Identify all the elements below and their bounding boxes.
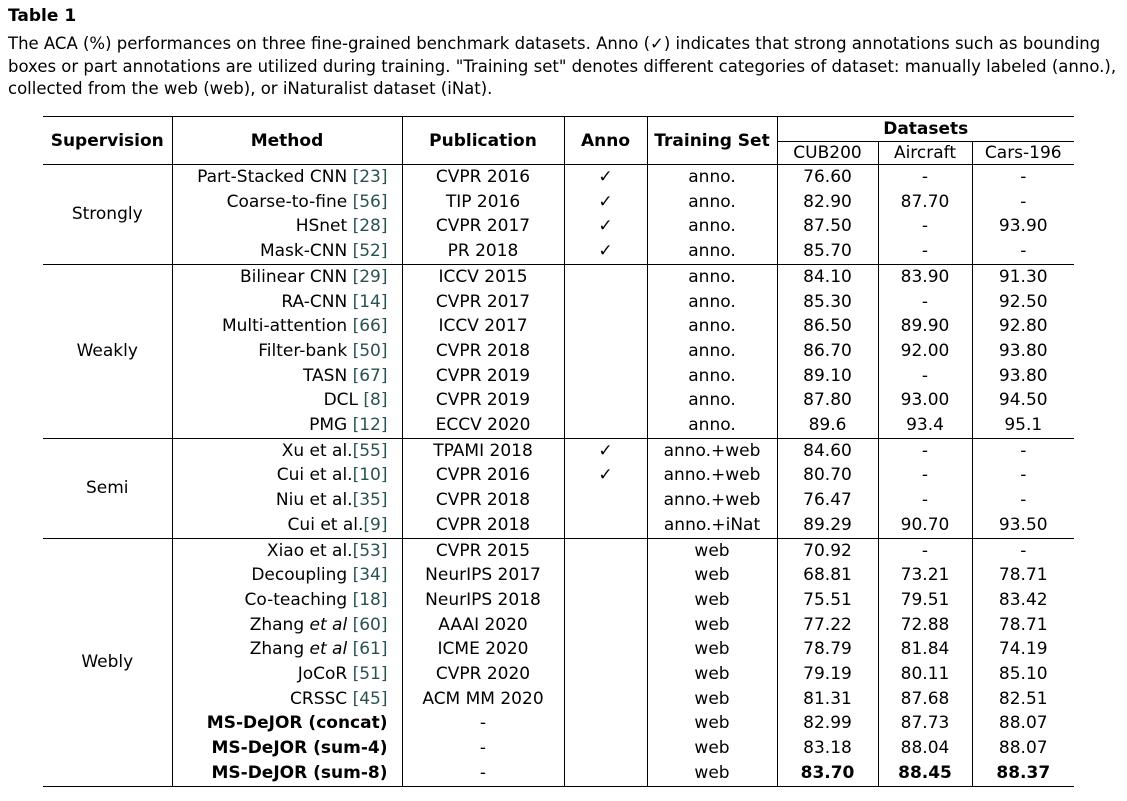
method-name: MS-DeJOR (concat) — [206, 713, 388, 734]
citation-ref: [52] — [352, 241, 388, 262]
anno-check-cell — [564, 314, 647, 339]
supervision-cell: Strongly — [43, 165, 172, 265]
table-row — [43, 662, 1074, 687]
training-set-cell: web — [647, 687, 777, 712]
table-body — [43, 165, 1074, 787]
method-cell — [172, 761, 402, 786]
method-name: Niu et al. — [275, 490, 353, 511]
anno-check-cell — [564, 538, 647, 563]
anno-check-cell — [564, 588, 647, 613]
method-name: PMG — [309, 415, 353, 436]
method-name: HSnet — [295, 216, 353, 237]
publication-cell: ECCV 2020 — [402, 413, 564, 438]
training-set-cell: web — [647, 637, 777, 662]
aircraft-value: 93.4 — [878, 413, 972, 438]
training-set-cell: web — [647, 662, 777, 687]
cars196-value: 93.80 — [998, 340, 1048, 361]
training-set-cell: web — [647, 736, 777, 761]
cub200-value: 76.60 — [777, 165, 878, 190]
publication-cell: CVPR 2016 — [402, 165, 564, 190]
method-et-al: et al — [309, 614, 348, 635]
anno-check-cell — [564, 413, 647, 438]
method-cell — [172, 513, 402, 538]
method-cell — [172, 214, 402, 239]
citation-ref: [66] — [352, 316, 388, 337]
method-name: Part-Stacked CNN — [197, 167, 353, 187]
training-set-cell: anno.+web — [647, 488, 777, 513]
aircraft-value: 81.84 — [878, 637, 972, 662]
method-cell — [172, 637, 402, 662]
citation-ref: [12] — [352, 415, 388, 436]
training-set-cell: web — [647, 588, 777, 613]
training-set-cell: web — [647, 538, 777, 563]
cars196-value: - — [1020, 465, 1027, 486]
method-cell — [172, 438, 402, 463]
cars196-value: - — [972, 165, 1074, 190]
aircraft-value: - — [878, 438, 972, 463]
cars196-value: 92.80 — [998, 316, 1048, 337]
publication-cell: CVPR 2018 — [402, 488, 564, 513]
training-set-cell: anno. — [647, 364, 777, 389]
aircraft-value: 87.73 — [878, 711, 972, 736]
method-cell — [172, 364, 402, 389]
aircraft-value: 89.90 — [878, 314, 972, 339]
method-cell — [172, 413, 402, 438]
citation-ref: [51] — [352, 664, 388, 685]
anno-check-cell: ✓ — [564, 190, 647, 215]
aircraft-value: 73.21 — [878, 563, 972, 588]
cars196-value: 85.10 — [998, 664, 1048, 685]
publication-cell: TPAMI 2018 — [402, 438, 564, 463]
anno-check-cell — [564, 264, 647, 289]
training-set-cell: anno.+web — [647, 438, 777, 463]
anno-check-cell — [564, 662, 647, 687]
cub200-value: 85.30 — [777, 290, 878, 315]
publication-cell: AAAI 2020 — [402, 613, 564, 638]
method-name: RA-CNN — [281, 291, 353, 312]
cub200-value: 83.18 — [777, 736, 878, 761]
method-name: Xu et al. — [281, 440, 353, 461]
anno-check-cell — [564, 364, 647, 389]
table-row — [43, 165, 1074, 190]
method-name: Zhang — [249, 614, 310, 635]
header-publication: Publication — [402, 117, 564, 165]
citation-ref: [29] — [352, 266, 388, 287]
cub200-value: 89.10 — [777, 364, 878, 389]
cars196-value: 74.19 — [998, 639, 1048, 660]
table-caption-text: The ACA (%) performances on three fine-grained benchmark datasets. Anno (✓) indicates that strong annotations such as bounding boxes or part annotations are utilized during training. "Training set" denotes different categories of dataset: manually labeled (anno.), collected from the web (web), or iNaturalist dataset (iNat). — [8, 34, 1117, 98]
method-name: Cui et al. — [287, 514, 364, 535]
cars196-value: 92.50 — [998, 291, 1048, 312]
method-cell — [172, 588, 402, 613]
aircraft-value: 92.00 — [878, 339, 972, 364]
method-et-al: et al — [309, 639, 348, 660]
header-method: Method — [172, 117, 402, 165]
anno-check-cell — [564, 388, 647, 413]
aircraft-value: - — [878, 488, 972, 513]
publication-cell: NeurIPS 2017 — [402, 563, 564, 588]
method-name: DCL — [323, 390, 364, 411]
cars196-value: - — [972, 438, 1074, 463]
cars196-value: 93.80 — [998, 365, 1048, 386]
citation-ref: [18] — [352, 589, 388, 610]
cars196-value: 88.07 — [998, 738, 1048, 759]
publication-cell: CVPR 2015 — [402, 538, 564, 563]
training-set-cell: anno. — [647, 290, 777, 315]
table-row — [43, 613, 1074, 638]
header-supervision: Supervision — [43, 117, 172, 165]
cub200-value: 82.99 — [777, 711, 878, 736]
cub200-value: 84.10 — [777, 264, 878, 289]
publication-cell: ICCV 2015 — [402, 264, 564, 289]
training-set-cell: anno. — [647, 190, 777, 215]
method-name: TASN — [302, 365, 353, 386]
aircraft-value: 79.51 — [878, 588, 972, 613]
header-training-set: Training Set — [647, 117, 777, 165]
publication-cell: ICCV 2017 — [402, 314, 564, 339]
training-set-cell: web — [647, 563, 777, 588]
aircraft-value: - — [878, 239, 972, 264]
method-cell — [172, 165, 402, 190]
training-set-cell: web — [647, 761, 777, 786]
table-row — [43, 413, 1074, 438]
method-name: Zhang — [249, 639, 310, 660]
table-caption-title: Table 1 — [8, 6, 77, 26]
method-cell — [172, 190, 402, 215]
citation-ref: [9] — [363, 514, 388, 535]
aircraft-value: 90.70 — [878, 513, 972, 538]
anno-check-cell: ✓ — [564, 239, 647, 264]
method-cell — [172, 662, 402, 687]
cub200-value: 70.92 — [777, 538, 878, 563]
anno-check-cell — [564, 563, 647, 588]
cars196-value: 94.50 — [998, 390, 1048, 411]
method-name: Mask-CNN — [259, 241, 353, 262]
anno-check-cell — [564, 488, 647, 513]
training-set-cell: web — [647, 711, 777, 736]
method-name: Xiao et al. — [266, 540, 353, 561]
cars196-value: 88.37 — [996, 762, 1051, 783]
method-cell — [172, 264, 402, 289]
citation-ref: [35] — [352, 490, 388, 511]
cars196-value: - — [1020, 490, 1027, 511]
training-set-cell: anno. — [647, 388, 777, 413]
method-cell — [172, 463, 402, 488]
anno-check-cell — [564, 637, 647, 662]
aircraft-value: - — [878, 364, 972, 389]
method-cell — [172, 538, 402, 563]
header-aircraft: Aircraft — [878, 142, 972, 165]
table-row — [43, 563, 1074, 588]
cub200-value: 89.6 — [777, 413, 878, 438]
citation-ref: [10] — [352, 465, 388, 486]
anno-check-cell — [564, 736, 647, 761]
method-cell — [172, 239, 402, 264]
cub200-value: 85.70 — [777, 239, 878, 264]
supervision-cell: Weakly — [43, 264, 172, 438]
method-name: Multi-attention — [221, 316, 353, 337]
citation-ref: [45] — [352, 688, 388, 709]
table-row — [43, 736, 1074, 761]
training-set-cell: anno. — [647, 264, 777, 289]
training-set-cell: anno. — [647, 339, 777, 364]
table-row — [43, 190, 1074, 215]
anno-check-cell — [564, 339, 647, 364]
table-row — [43, 438, 1074, 463]
method-name: Decoupling — [251, 565, 353, 586]
header-anno: Anno — [564, 117, 647, 165]
table-row — [43, 214, 1074, 239]
publication-cell: - — [402, 761, 564, 786]
aircraft-value: 83.90 — [878, 264, 972, 289]
cars196-value: 93.90 — [998, 216, 1048, 237]
aircraft-value: 87.70 — [878, 190, 972, 215]
results-table — [43, 116, 1074, 787]
table-row — [43, 538, 1074, 563]
method-cell — [172, 687, 402, 712]
cub200-value: 83.70 — [777, 761, 878, 786]
table-row — [43, 488, 1074, 513]
publication-cell: CVPR 2017 — [402, 290, 564, 315]
training-set-cell: anno. — [647, 239, 777, 264]
publication-cell: CVPR 2018 — [402, 339, 564, 364]
method-cell — [172, 290, 402, 315]
citation-ref: [60] — [352, 614, 388, 635]
cub200-value: 80.70 — [777, 463, 878, 488]
method-name: Cui et al. — [276, 465, 353, 486]
table-row — [43, 761, 1074, 786]
method-cell — [172, 563, 402, 588]
header-cub200: CUB200 — [777, 142, 878, 165]
table-row — [43, 513, 1074, 538]
anno-check-cell — [564, 761, 647, 786]
citation-ref: [23] — [352, 167, 388, 187]
method-name: Coarse-to-fine — [226, 191, 353, 212]
method-cell — [172, 711, 402, 736]
training-set-cell: anno. — [647, 165, 777, 190]
cars196-value: - — [1020, 191, 1027, 212]
publication-cell: - — [402, 736, 564, 761]
table-row — [43, 388, 1074, 413]
training-set-cell: anno. — [647, 314, 777, 339]
aircraft-value: - — [878, 290, 972, 315]
cub200-value: 68.81 — [777, 563, 878, 588]
citation-ref: [56] — [352, 191, 388, 212]
citation-ref: [8] — [363, 390, 388, 411]
cub200-value: 86.50 — [777, 314, 878, 339]
anno-check-cell — [564, 711, 647, 736]
cub200-value: 77.22 — [777, 613, 878, 638]
publication-cell: - — [402, 711, 564, 736]
table-row — [43, 364, 1074, 389]
cub200-value: 81.31 — [777, 687, 878, 712]
cub200-value: 87.80 — [777, 388, 878, 413]
header-datasets: Datasets — [777, 117, 1074, 142]
cub200-value: 89.29 — [777, 513, 878, 538]
cars196-value: 91.30 — [972, 264, 1074, 289]
table-row — [43, 588, 1074, 613]
anno-check-cell — [564, 513, 647, 538]
publication-cell: TIP 2016 — [402, 190, 564, 215]
table-row — [43, 264, 1074, 289]
cars196-value: 78.71 — [998, 565, 1048, 586]
cub200-value: 86.70 — [777, 339, 878, 364]
cars196-value: 93.50 — [998, 514, 1048, 535]
cars196-value: 88.07 — [998, 713, 1048, 734]
anno-check-cell: ✓ — [564, 438, 647, 463]
table-row — [43, 314, 1074, 339]
publication-cell: CVPR 2020 — [402, 662, 564, 687]
method-cell — [172, 613, 402, 638]
cub200-value: 76.47 — [777, 488, 878, 513]
publication-cell: CVPR 2018 — [402, 513, 564, 538]
method-cell — [172, 388, 402, 413]
anno-check-cell: ✓ — [564, 214, 647, 239]
training-set-cell: anno. — [647, 214, 777, 239]
citation-ref: [53] — [352, 540, 388, 561]
publication-cell: ACM MM 2020 — [402, 687, 564, 712]
training-set-cell: anno.+iNat — [647, 513, 777, 538]
method-cell — [172, 314, 402, 339]
citation-ref: [34] — [352, 565, 388, 586]
citation-ref: [50] — [352, 340, 388, 361]
cars196-value: 78.71 — [998, 614, 1048, 635]
method-name: Co-teaching — [244, 589, 353, 610]
aircraft-value: 72.88 — [878, 613, 972, 638]
publication-cell: CVPR 2016 — [402, 463, 564, 488]
aircraft-value: 88.04 — [878, 736, 972, 761]
publication-cell: CVPR 2019 — [402, 388, 564, 413]
header-cars196: Cars-196 — [984, 143, 1062, 163]
publication-cell: CVPR 2017 — [402, 214, 564, 239]
supervision-cell: Webly — [43, 538, 172, 786]
table-row — [43, 637, 1074, 662]
cub200-value: 84.60 — [777, 438, 878, 463]
cars196-value: 83.42 — [998, 589, 1048, 610]
cub200-value: 79.19 — [777, 662, 878, 687]
anno-check-cell — [564, 687, 647, 712]
method-name: MS-DeJOR (sum-4) — [211, 738, 388, 759]
method-cell — [172, 736, 402, 761]
publication-cell: ICME 2020 — [402, 637, 564, 662]
citation-ref: [28] — [352, 216, 388, 237]
citation-ref: [67] — [352, 365, 388, 386]
aircraft-value: - — [878, 538, 972, 563]
anno-check-cell: ✓ — [564, 463, 647, 488]
method-cell — [172, 488, 402, 513]
citation-ref: [14] — [352, 291, 388, 312]
method-name: Bilinear CNN — [240, 266, 353, 287]
table-row — [43, 290, 1074, 315]
publication-cell: CVPR 2019 — [402, 364, 564, 389]
aircraft-value: - — [878, 463, 972, 488]
cub200-value: 75.51 — [777, 588, 878, 613]
training-set-cell: web — [647, 613, 777, 638]
aircraft-value: 88.45 — [878, 761, 972, 786]
anno-check-cell — [564, 613, 647, 638]
cars196-value: - — [1020, 241, 1027, 262]
cars196-value: 95.1 — [1004, 415, 1043, 436]
citation-ref: [55] — [352, 440, 388, 461]
publication-cell: NeurIPS 2018 — [402, 588, 564, 613]
anno-check-cell: ✓ — [564, 165, 647, 190]
cub200-value: 87.50 — [777, 214, 878, 239]
table-row — [43, 339, 1074, 364]
aircraft-value: 93.00 — [878, 388, 972, 413]
table-header — [43, 117, 1074, 165]
table-row — [43, 711, 1074, 736]
anno-check-cell — [564, 290, 647, 315]
aircraft-value: - — [878, 214, 972, 239]
table-row — [43, 239, 1074, 264]
publication-cell: PR 2018 — [402, 239, 564, 264]
table-row — [43, 687, 1074, 712]
training-set-cell: anno.+web — [647, 463, 777, 488]
method-cell — [172, 339, 402, 364]
method-name: JoCoR — [297, 664, 353, 685]
table-row — [43, 463, 1074, 488]
citation-ref: [61] — [352, 639, 388, 660]
method-name: MS-DeJOR (sum-8) — [211, 762, 388, 783]
method-name: Filter-bank — [258, 340, 353, 361]
cub200-value: 78.79 — [777, 637, 878, 662]
cars196-value: - — [972, 538, 1074, 563]
aircraft-value: 87.68 — [878, 687, 972, 712]
cub200-value: 82.90 — [777, 190, 878, 215]
aircraft-value: 80.11 — [878, 662, 972, 687]
supervision-cell: Semi — [43, 438, 172, 538]
cars196-value: 82.51 — [998, 688, 1048, 709]
aircraft-value: - — [878, 165, 972, 190]
training-set-cell: anno. — [647, 413, 777, 438]
method-name: CRSSC — [290, 688, 353, 709]
